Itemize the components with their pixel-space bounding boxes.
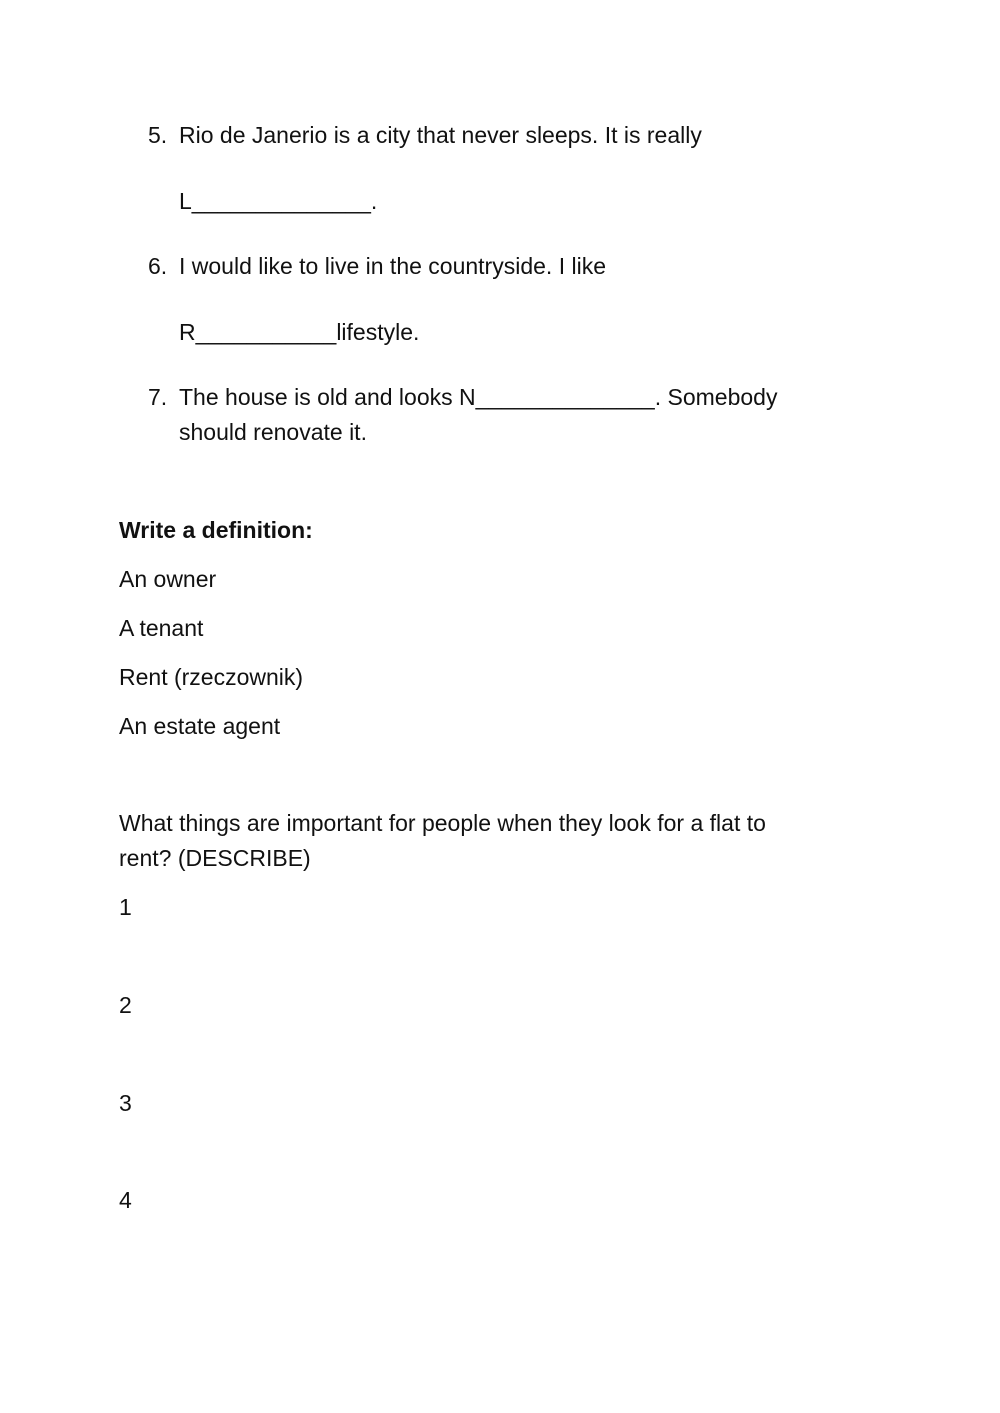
item-5-number: 5. (148, 122, 168, 148)
item-6-number: 6. (148, 253, 168, 279)
question-text: What things are important for people when they look for a flat to (119, 810, 766, 836)
answer-number: 2 (119, 992, 132, 1018)
item-7-continuation: should renovate it. (179, 419, 367, 445)
definition-term: Rent (rzeczownik) (119, 664, 304, 690)
answer-number: 4 (119, 1187, 132, 1213)
item-6-blank-line: R___________lifestyle. (179, 319, 420, 345)
item-5-text: Rio de Janerio is a city that never sleeps. It is really (179, 122, 702, 148)
answer-number: 3 (119, 1090, 132, 1116)
answer-number: 1 (119, 894, 132, 920)
item-7-text: The house is old and looks N______________. Somebody (179, 384, 778, 410)
definition-term: An owner (119, 566, 217, 592)
question-text-continuation: rent? (DESCRIBE) (119, 845, 311, 871)
item-7-number: 7. (148, 384, 168, 410)
definition-term: A tenant (119, 615, 204, 641)
item-6-text: I would like to live in the countryside. I like (179, 253, 606, 279)
item-5-blank-line: L______________. (179, 188, 378, 214)
definition-term: An estate agent (119, 713, 281, 739)
definitions-heading: Write a definition: (119, 517, 313, 543)
